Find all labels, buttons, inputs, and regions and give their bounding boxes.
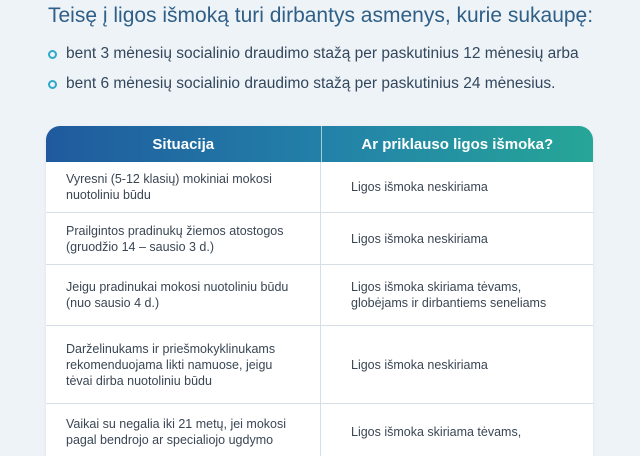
table-row: [46, 162, 593, 212]
table-row: [46, 403, 593, 456]
situation-cell: Prailgintos pradinukų žiemos atostogos (gruodžio 14 – sausio 3 d.): [46, 213, 321, 264]
column-header-benefit: Ar priklauso ligos išmoka?: [361, 135, 554, 153]
bullet-text: bent 6 mėnesių socialinio draudimo stažą per paskutinius 24 mėnesius.: [66, 75, 556, 92]
bullet-text: bent 3 mėnesių socialinio draudimo stažą per paskutinius 12 mėnesių arba: [66, 45, 579, 62]
answer-cell: Ligos išmoka skiriama tėvams,: [351, 425, 522, 439]
situation-cell: Darželinukams ir priešmokyklinukams rekomenduojama likti namuose, jeigu tėvai dirba nuotoliniu būdu: [46, 326, 321, 403]
list-item: [48, 72, 618, 102]
situation-cell: Vaikai su negalia iki 21 metų, jei mokosi pagal bendrojo ar specialiojo ugdymo: [46, 404, 321, 456]
table-row: [46, 264, 593, 325]
table-row: [46, 212, 593, 264]
table-body: [46, 162, 593, 456]
table-row: [46, 325, 593, 403]
list-item: [48, 42, 618, 72]
bullet-dot-icon: [48, 80, 57, 89]
bullet-dot-icon: [48, 50, 57, 59]
eligibility-list: [48, 42, 618, 102]
situation-cell: Jeigu pradinukai mokosi nuotoliniu būdu (nuo sausio 4 d.): [46, 265, 321, 325]
column-header-situation: Situacija: [46, 126, 322, 162]
answer-cell: Ligos išmoka skiriama tėvams, globėjams ir dirbantiems seneliams: [351, 280, 547, 310]
page-heading: Teisę į ligos išmoką turi dirbantys asmenys, kurie sukaupę:: [48, 4, 594, 27]
answer-cell: Ligos išmoka neskiriama: [351, 180, 488, 194]
sickness-benefit-table: [46, 126, 593, 456]
answer-cell: Ligos išmoka neskiriama: [351, 357, 488, 372]
situation-cell: Vyresni (5-12 klasių) mokiniai mokosi nuotoliniu būdu: [46, 162, 321, 212]
answer-cell: Ligos išmoka neskiriama: [351, 231, 488, 246]
table-header: [46, 126, 593, 162]
